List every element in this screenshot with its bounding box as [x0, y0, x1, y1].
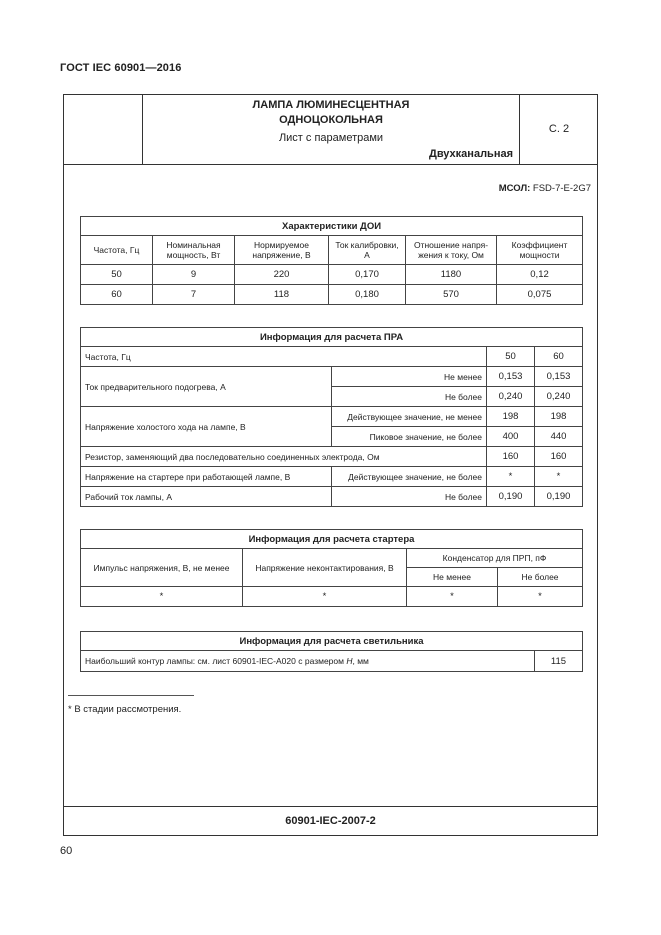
table-row: [81, 467, 583, 487]
header-divider: [63, 164, 598, 165]
doi-caption: Характеристики ДОИ: [81, 217, 583, 236]
sheet-code: 60901-IEC-2007-2: [285, 815, 376, 827]
pra-value: 0,190: [535, 487, 583, 507]
luminaire-label-suffix: , мм: [352, 656, 369, 666]
luminaire-table: [80, 631, 583, 672]
luminaire-value: 115: [535, 651, 583, 672]
footnote: * В стадии рассмотрения.: [68, 704, 182, 715]
pra-label: Частота, Гц: [81, 347, 487, 367]
pra-sublabel: Действующее значение, не более: [332, 467, 487, 487]
pra-sublabel: Не более: [332, 387, 487, 407]
pra-value: 198: [487, 407, 535, 427]
table-row: [81, 285, 583, 305]
pra-sublabel: Действующее значение, не менее: [332, 407, 487, 427]
pra-sublabel: Не менее: [332, 367, 487, 387]
doi-cell: 0,170: [329, 265, 406, 285]
pra-value: 400: [487, 427, 535, 447]
starter-sub-header: Не более: [498, 568, 583, 587]
table-row: [81, 447, 583, 467]
doi-cell: 50: [81, 265, 153, 285]
starter-value: *: [407, 587, 498, 607]
table-row: [81, 347, 583, 367]
msol-value: FSD-7-E-2G7: [532, 183, 591, 194]
doi-cell: 7: [153, 285, 235, 305]
table-row: [81, 487, 583, 507]
starter-col-header: Конденсатор для ПРП, пФ: [407, 549, 583, 568]
pra-value: 160: [535, 447, 583, 467]
doi-col-header: Нормируемое напряжение, В: [235, 236, 329, 265]
starter-table: [80, 529, 583, 607]
starter-col-header: Напряжение неконтактирования, В: [243, 549, 407, 587]
starter-sub-header: Не менее: [407, 568, 498, 587]
doi-cell: 118: [235, 285, 329, 305]
starter-caption: Информация для расчета стартера: [81, 530, 583, 549]
pra-value: 0,153: [535, 367, 583, 387]
luminaire-caption: Информация для расчета светильника: [81, 632, 583, 651]
pra-sublabel: Не более: [332, 487, 487, 507]
msol-label: МСОЛ:: [498, 183, 531, 194]
header-left-cell: [63, 94, 143, 164]
pra-label: Резистор, заменяющий два последовательно соединенных электрода, Ом: [81, 447, 487, 467]
doi-col-header: Коэффициент мощности: [497, 236, 583, 265]
pra-value: 50: [487, 347, 535, 367]
lamp-variant: Двухканальная: [428, 148, 513, 160]
starter-col-header: Импульс напряжения, В, не менее: [81, 549, 243, 587]
pra-table: [80, 327, 583, 507]
pra-value: 0,153: [487, 367, 535, 387]
footer-divider: [63, 806, 598, 807]
doi-col-header: Отношение напря-жения к току, Ом: [406, 236, 497, 265]
table-row: [81, 587, 583, 607]
pra-value: 440: [535, 427, 583, 447]
doi-cell: 9: [153, 265, 235, 285]
doi-table: [80, 216, 583, 305]
doi-col-header: Номинальная мощность, Вт: [153, 236, 235, 265]
title-line-2: ОДНОЦОКОЛЬНАЯ: [279, 114, 383, 126]
table-row: [81, 407, 583, 427]
doi-cell: 0,12: [497, 265, 583, 285]
starter-value: *: [243, 587, 407, 607]
sheet-number: С. 2: [519, 94, 598, 164]
luminaire-label-prefix: Наибольший контур лампы: см. лист 60901-IEC-A020 с размером: [85, 656, 344, 666]
pra-value: 60: [535, 347, 583, 367]
starter-value: *: [81, 587, 243, 607]
doi-cell: 0,180: [329, 285, 406, 305]
doi-cell: 220: [235, 265, 329, 285]
luminaire-label-var: H: [346, 656, 353, 666]
pra-label: Ток предварительного подогрева, А: [81, 367, 332, 407]
table-row: [81, 651, 583, 672]
pra-value: *: [535, 467, 583, 487]
sheet-subtitle: Лист с параметрами: [278, 132, 384, 144]
pra-value: 0,190: [487, 487, 535, 507]
starter-value: *: [498, 587, 583, 607]
pra-label: Напряжение на стартере при работающей лампе, В: [81, 467, 332, 487]
luminaire-label: [81, 651, 535, 672]
doi-cell: 570: [406, 285, 497, 305]
standard-id: ГОСТ IEC 60901—2016: [60, 62, 182, 74]
pra-sublabel: Пиковое значение, не более: [332, 427, 487, 447]
table-row: [81, 367, 583, 387]
pra-value: *: [487, 467, 535, 487]
table-row: [81, 265, 583, 285]
pra-caption: Информация для расчета ПРА: [81, 328, 583, 347]
page-number: 60: [60, 845, 73, 857]
sheet-title: [143, 98, 519, 128]
msol-designation: [300, 183, 591, 194]
pra-label: Рабочий ток лампы, А: [81, 487, 332, 507]
pra-value: 160: [487, 447, 535, 467]
doi-col-header: Частота, Гц: [81, 236, 153, 265]
pra-value: 0,240: [487, 387, 535, 407]
pra-value: 198: [535, 407, 583, 427]
footnote-divider: [68, 695, 194, 696]
doi-col-header: Ток калибровки, А: [329, 236, 406, 265]
doi-cell: 60: [81, 285, 153, 305]
title-line-1: ЛАМПА ЛЮМИНЕСЦЕНТНАЯ: [252, 99, 410, 111]
pra-value: 0,240: [535, 387, 583, 407]
doi-cell: 0,075: [497, 285, 583, 305]
pra-label: Напряжение холостого хода на лампе, В: [81, 407, 332, 447]
doi-cell: 1180: [406, 265, 497, 285]
